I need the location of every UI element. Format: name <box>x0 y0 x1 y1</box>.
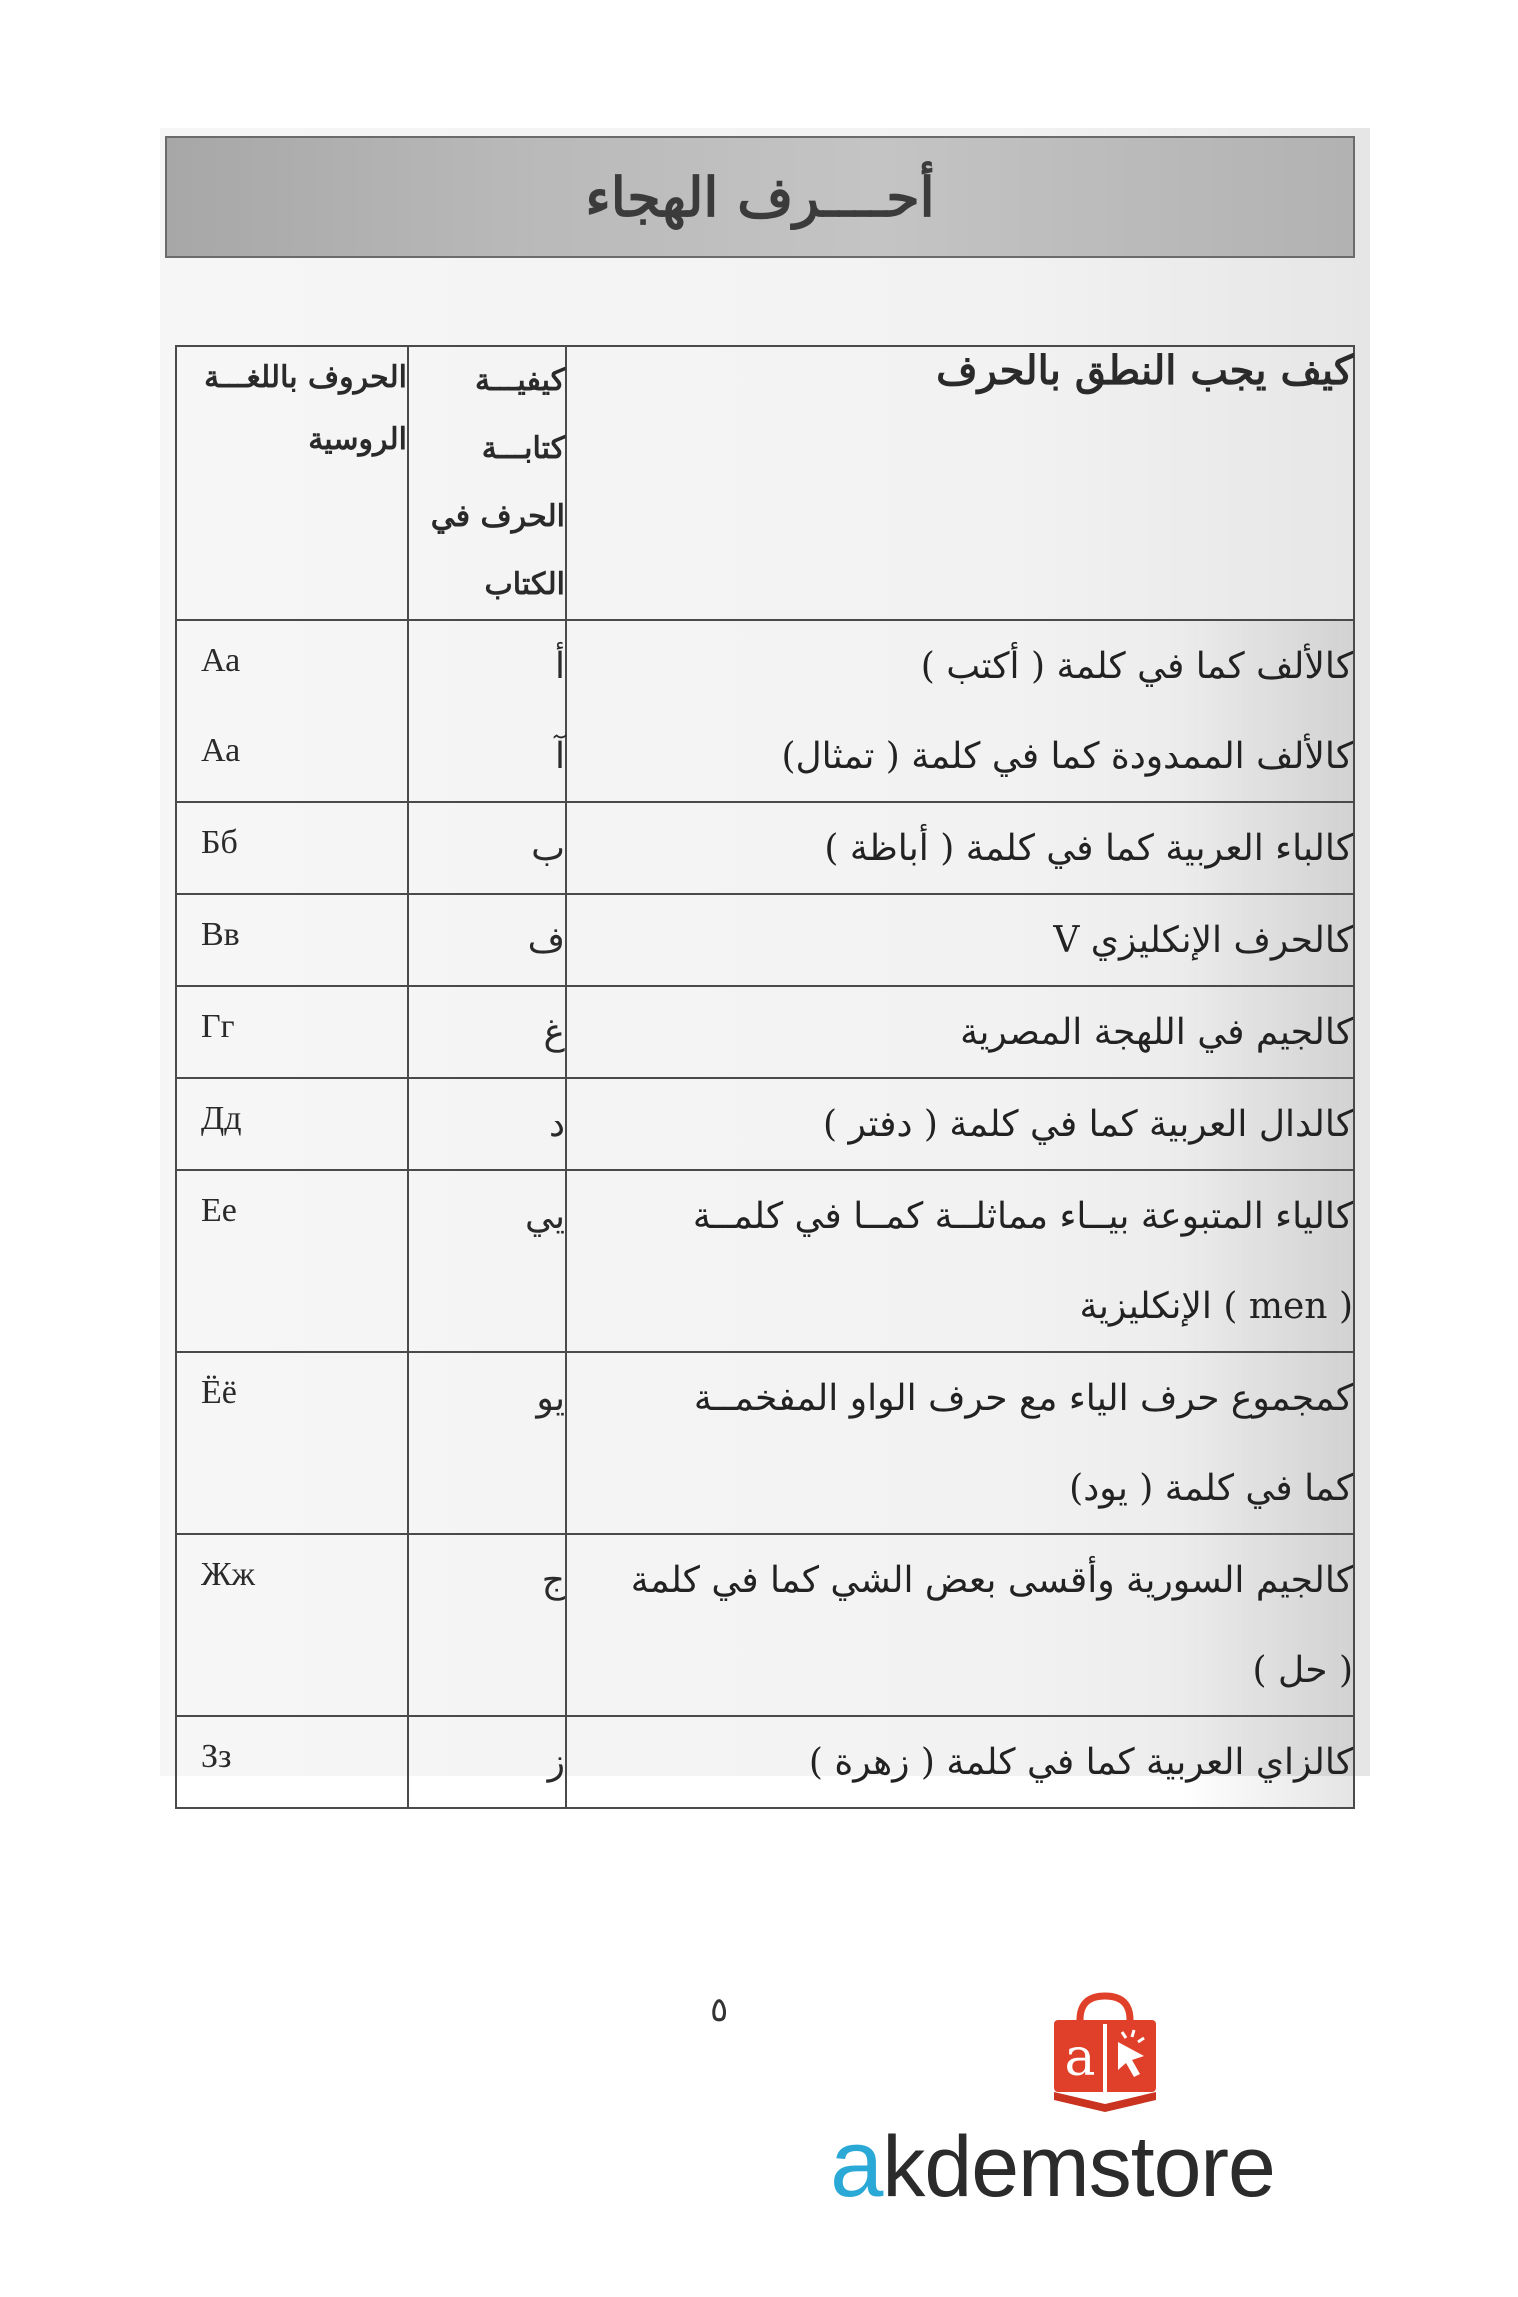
table-body <box>176 620 1354 1808</box>
pronunciation-cell <box>566 1716 1354 1808</box>
arabic-letter: ف <box>527 919 565 961</box>
arabic-letter <box>409 1261 565 1351</box>
arabic-letter: غ <box>543 1011 565 1053</box>
arabic-letter-cell <box>408 1170 566 1352</box>
header-pronunciation: كيف يجب النطق بالحرف <box>566 346 1354 620</box>
page-number: ٥ <box>710 1990 729 2030</box>
russian-letter: Аа <box>201 732 241 769</box>
table-row <box>176 802 1354 894</box>
pronunciation-text: كالباء العربية كما في كلمة ( أباظة ) <box>824 827 1353 869</box>
russian-letter: Аа <box>201 642 241 679</box>
pronunciation-cell <box>566 620 1354 802</box>
russian-letter: Ёё <box>201 1374 237 1411</box>
pronunciation-text: كالألف الممدودة كما في كلمة ( تمثال) <box>781 735 1353 777</box>
pronunciation-cell <box>566 986 1354 1078</box>
russian-letter-cell <box>176 1716 408 1808</box>
pronunciation-cell <box>566 1534 1354 1716</box>
wordmark-a: a <box>830 2110 883 2217</box>
pronunciation-cell <box>566 1078 1354 1170</box>
arabic-letter <box>409 1625 565 1715</box>
alphabet-table <box>175 345 1355 1809</box>
pronunciation-text: كالزاي العربية كما في كلمة ( زهرة ) <box>808 1741 1353 1783</box>
pronunciation-text: كالياء المتبوعة بيــاء مماثلــة كمــا في كلمــة <box>692 1195 1353 1237</box>
table-row <box>176 1716 1354 1808</box>
russian-letter: Жж <box>201 1556 255 1593</box>
arabic-letter: ب <box>531 827 565 869</box>
pronunciation-text: كالحرف الإنكليزي V <box>1053 919 1353 961</box>
table-row <box>176 986 1354 1078</box>
arabic-letter-cell <box>408 1352 566 1534</box>
wordmark-rest: kdemstore <box>882 2119 1275 2215</box>
pronunciation-text: كالدال العربية كما في كلمة ( دفتر ) <box>823 1103 1353 1145</box>
arabic-letter: يي <box>524 1195 565 1237</box>
logo-letter: a <box>1064 2028 1096 2088</box>
russian-letter-cell <box>176 1078 408 1170</box>
store-wordmark <box>830 2110 1275 2217</box>
russian-letter-cell <box>176 1352 408 1534</box>
pronunciation-cell <box>566 1352 1354 1534</box>
pronunciation-cell <box>566 802 1354 894</box>
store-logo <box>830 1990 1370 2217</box>
russian-letter: Вв <box>201 916 240 953</box>
table-row <box>176 1170 1354 1352</box>
russian-letter: Зз <box>201 1738 232 1775</box>
arabic-letter-cell <box>408 1716 566 1808</box>
russian-letter <box>201 1261 407 1351</box>
pronunciation-cell <box>566 894 1354 986</box>
arabic-letter: أ <box>554 645 565 687</box>
arabic-letter: ز <box>547 1741 565 1783</box>
arabic-letter: آ <box>554 735 565 777</box>
russian-letter: Дд <box>201 1100 242 1137</box>
pronunciation-text: ( men ) الإنكليزية <box>1079 1285 1353 1327</box>
russian-letter: Ее <box>201 1192 237 1229</box>
table-row <box>176 1534 1354 1716</box>
arabic-letter: يو <box>536 1377 565 1419</box>
russian-letter-cell <box>176 1170 408 1352</box>
arabic-letter-cell <box>408 620 566 802</box>
arabic-letter-cell <box>408 802 566 894</box>
arabic-letter: ج <box>541 1559 565 1601</box>
arabic-letter-cell <box>408 1534 566 1716</box>
russian-letter: Гг <box>201 1008 235 1045</box>
header-russian-letter: الحروف باللغـــة الروسية <box>176 346 408 620</box>
table-row <box>176 620 1354 802</box>
russian-letter-cell <box>176 986 408 1078</box>
header-arabic-writing: كيفيـــة كتابـــة الحرف في الكتاب <box>408 346 566 620</box>
pronunciation-text: كالجيم السورية وأقسى بعض الشي كما في كلمة <box>630 1559 1353 1601</box>
arabic-letter-cell <box>408 1078 566 1170</box>
book-cart-icon <box>1040 1990 1170 2120</box>
arabic-letter: د <box>548 1103 565 1145</box>
page-title: أحــــرف الهجاء <box>585 165 935 229</box>
pronunciation-text: كالألف كما في كلمة ( أكتب ) <box>920 645 1353 687</box>
pronunciation-text: ( حل ) <box>1252 1649 1353 1691</box>
russian-letter-cell <box>176 620 408 802</box>
russian-letter: Бб <box>201 824 238 861</box>
pronunciation-text: كالجيم في اللهجة المصرية <box>960 1011 1353 1053</box>
table-row <box>176 894 1354 986</box>
table-row <box>176 1352 1354 1534</box>
arabic-letter-cell <box>408 986 566 1078</box>
russian-letter-cell <box>176 1534 408 1716</box>
title-banner <box>165 136 1355 258</box>
russian-letter <box>201 1443 407 1533</box>
pronunciation-cell <box>566 1170 1354 1352</box>
arabic-letter-cell <box>408 894 566 986</box>
pronunciation-text: كما في كلمة ( يود) <box>1069 1467 1353 1509</box>
russian-letter-cell <box>176 894 408 986</box>
russian-letter <box>201 1625 407 1715</box>
table-row <box>176 1078 1354 1170</box>
pronunciation-text: كمجموع حرف الياء مع حرف الواو المفخمــة <box>693 1377 1353 1419</box>
arabic-letter <box>409 1443 565 1533</box>
russian-letter-cell <box>176 802 408 894</box>
table-header-row <box>176 346 1354 620</box>
